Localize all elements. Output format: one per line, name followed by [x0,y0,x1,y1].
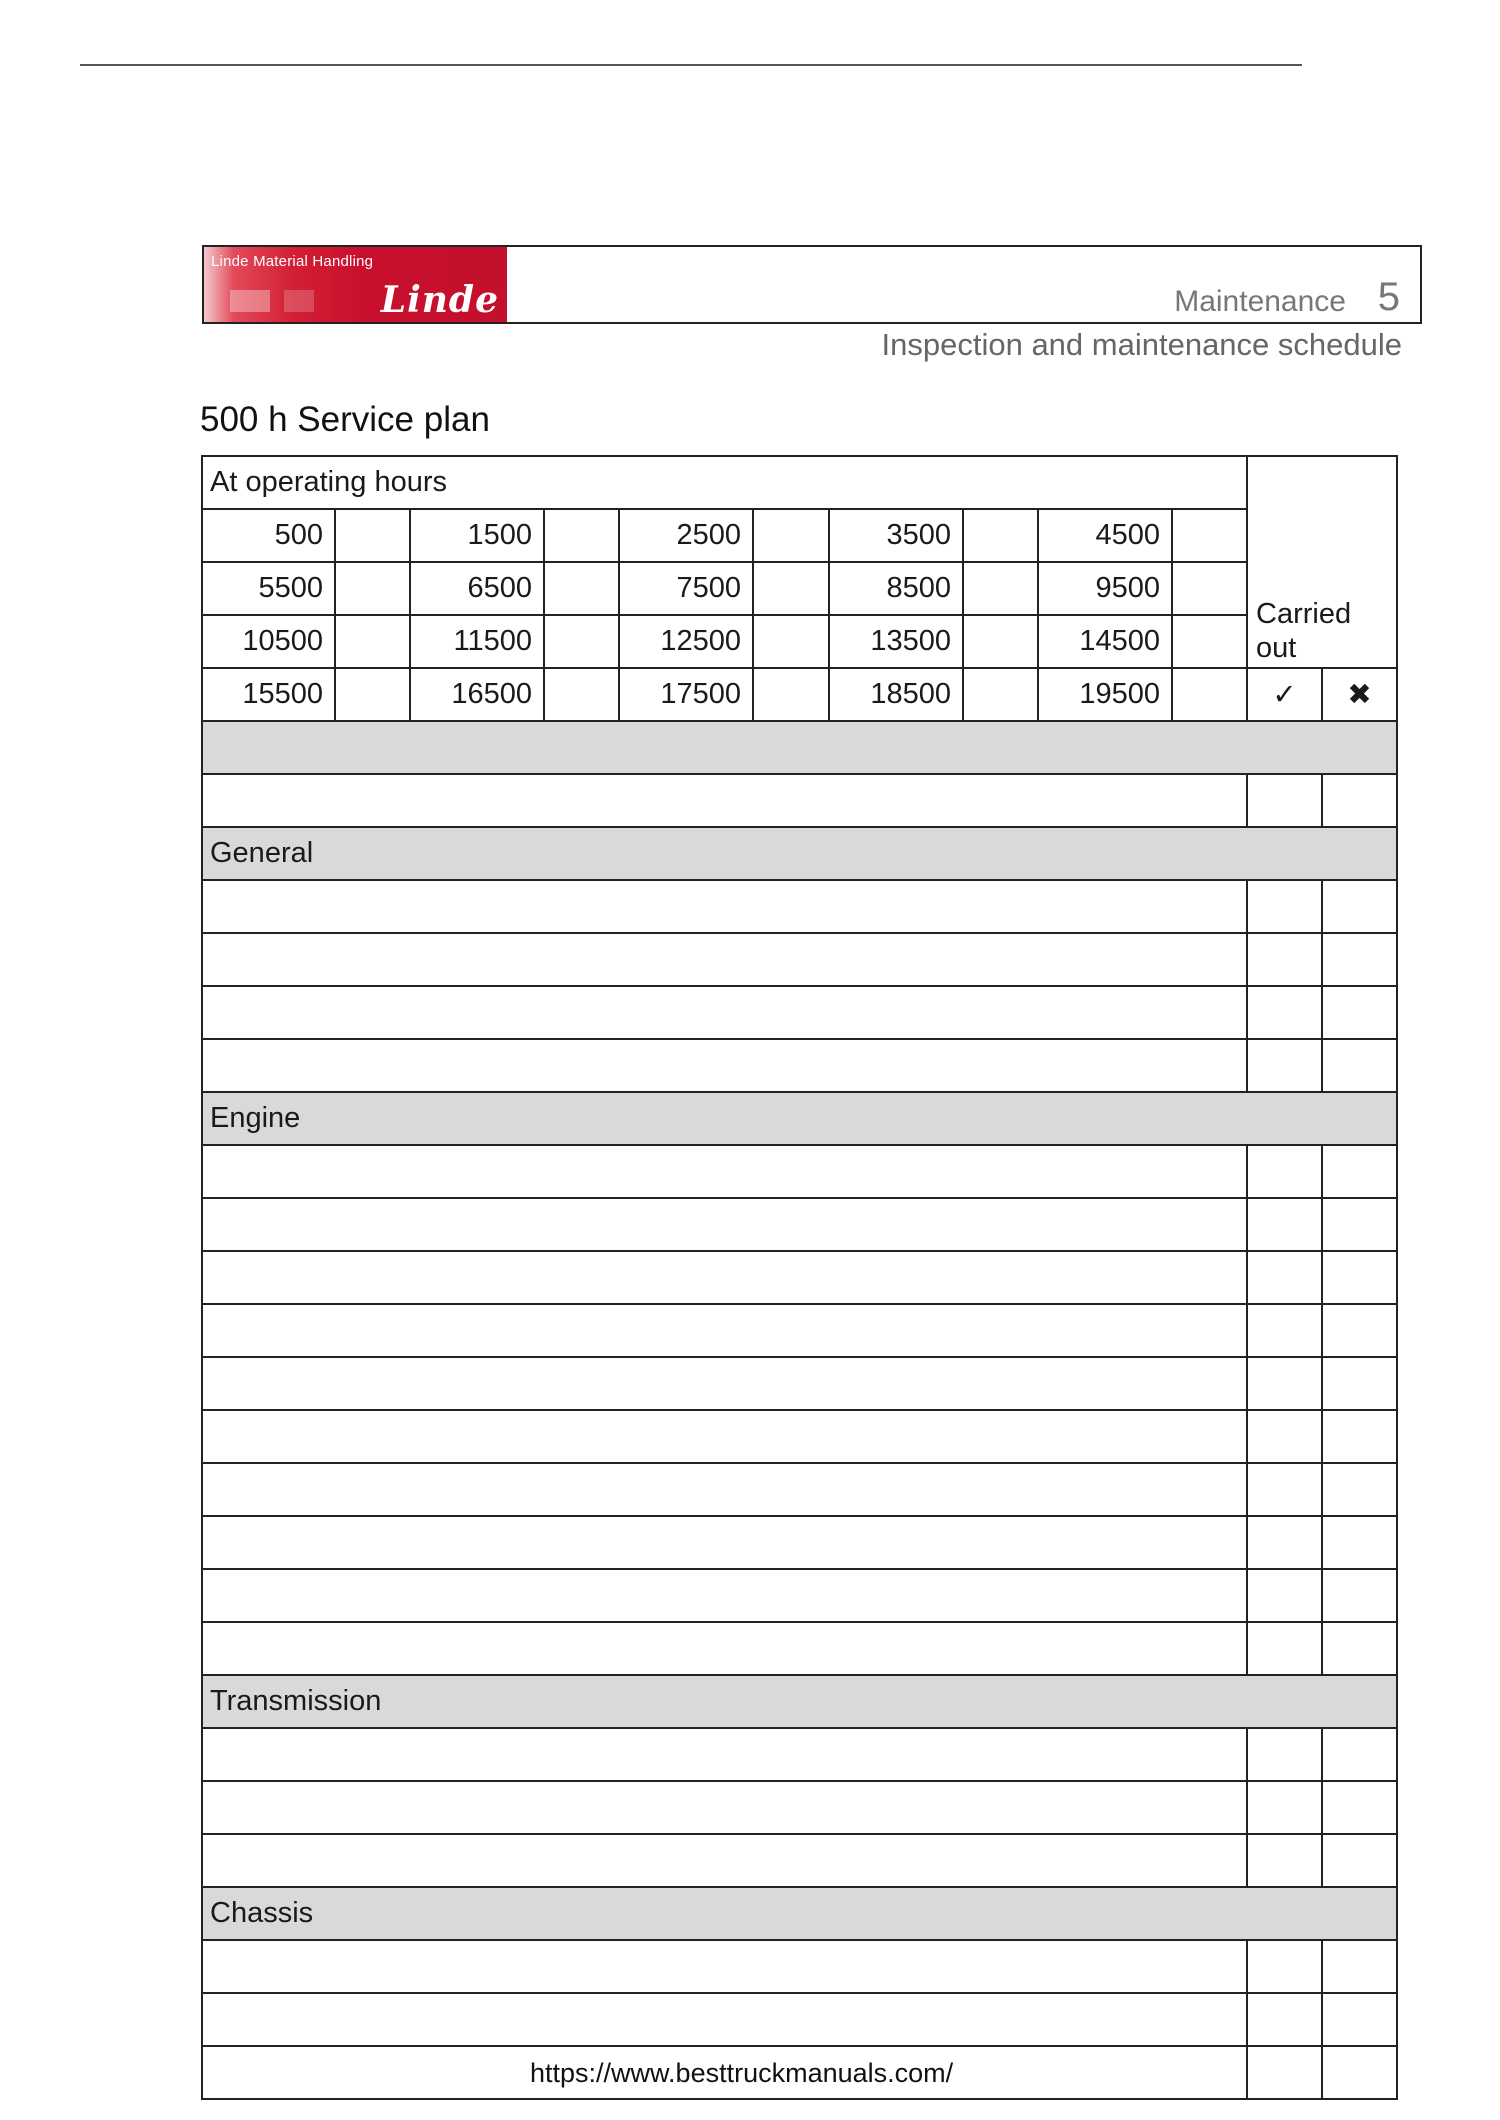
task-description-cell [202,1940,1247,1993]
task-row [202,1781,1397,1834]
not-done-check-cell[interactable] [1322,986,1397,1039]
hours-value: 2500 [619,509,753,562]
not-done-check-cell[interactable] [1322,1728,1397,1781]
done-check-cell[interactable] [1247,1728,1322,1781]
hours-header-row [202,456,1397,509]
done-check-cell[interactable] [1247,1516,1322,1569]
not-done-check-cell[interactable] [1322,1410,1397,1463]
task-row [202,933,1397,986]
task-row [202,774,1397,827]
cross-mark-icon: ✖ [1322,668,1397,721]
done-check-cell[interactable] [1247,1145,1322,1198]
hours-check-box[interactable] [335,562,410,615]
not-done-check-cell[interactable] [1322,774,1397,827]
not-done-check-cell[interactable] [1322,1516,1397,1569]
hours-value: 6500 [410,562,544,615]
task-row [202,1251,1397,1304]
task-description-cell [202,1834,1247,1887]
hours-value: 9500 [1038,562,1172,615]
task-row [202,1304,1397,1357]
hours-value: 13500 [829,615,963,668]
hours-check-box[interactable] [963,615,1038,668]
task-description-cell [202,1251,1247,1304]
hours-value: 18500 [829,668,963,721]
hours-check-box[interactable] [1172,562,1247,615]
task-row [202,1993,1397,2046]
hours-check-box[interactable] [963,562,1038,615]
section-label: General [202,827,1397,880]
section-header-row [202,721,1397,774]
task-description-cell [202,1304,1247,1357]
hours-value: 3500 [829,509,963,562]
section-header-row [202,1675,1397,1728]
not-done-check-cell[interactable] [1322,1940,1397,1993]
done-check-cell[interactable] [1247,1993,1322,2046]
done-check-cell[interactable] [1247,1357,1322,1410]
not-done-check-cell[interactable] [1322,1569,1397,1622]
not-done-check-cell[interactable] [1322,1304,1397,1357]
hours-value: 12500 [619,615,753,668]
task-description-cell [202,1357,1247,1410]
carried-out-header [1247,456,1397,668]
page-header [202,245,1422,324]
task-row [202,1145,1397,1198]
hours-value: 1500 [410,509,544,562]
section-label [202,721,1397,774]
task-row [202,1940,1397,1993]
task-description-cell [202,933,1247,986]
footer-url[interactable]: https://www.besttruckmanuals.com/ [530,2058,954,2088]
done-check-cell[interactable] [1247,1304,1322,1357]
hours-row [202,668,1397,721]
section-header-row [202,1092,1397,1145]
done-check-cell[interactable] [1247,1039,1322,1092]
hours-check-box[interactable] [335,615,410,668]
section-header-row [202,1887,1397,1940]
done-check-cell[interactable] [1247,1622,1322,1675]
hours-check-box[interactable] [963,668,1038,721]
task-row [202,1410,1397,1463]
chapter-number: 5 [1377,275,1400,319]
service-plan-table [201,455,1398,2100]
hours-check-box[interactable] [753,562,829,615]
done-check-cell[interactable] [1247,1410,1322,1463]
top-rule [80,64,1302,66]
task-row [202,1357,1397,1410]
hours-check-box[interactable] [544,509,619,562]
done-check-cell[interactable] [1247,1198,1322,1251]
done-check-cell[interactable] [1247,1569,1322,1622]
not-done-check-cell[interactable] [1322,1781,1397,1834]
logo-wordmark: Linde [380,279,499,321]
not-done-check-cell[interactable] [1322,1039,1397,1092]
check-mark-icon: ✓ [1247,668,1322,721]
not-done-check-cell[interactable] [1322,933,1397,986]
not-done-check-cell[interactable] [1322,1198,1397,1251]
done-check-cell[interactable] [1247,933,1322,986]
section-header-row [202,827,1397,880]
task-row [202,986,1397,1039]
linde-logo [204,247,507,322]
task-row [202,1463,1397,1516]
task-description-cell [202,1410,1247,1463]
task-description-cell [202,1993,1247,2046]
task-description-cell [202,774,1247,827]
hours-value: 5500 [202,562,335,615]
task-description-cell [202,1463,1247,1516]
hours-value: 500 [202,509,335,562]
hours-check-box[interactable] [753,509,829,562]
task-description-cell [202,1622,1247,1675]
done-check-cell[interactable] [1247,986,1322,1039]
section-subtitle: Inspection and maintenance schedule [881,327,1402,362]
task-description-cell [202,1145,1247,1198]
task-description-cell [202,986,1247,1039]
done-check-cell[interactable] [1247,1781,1322,1834]
section-label: Chassis [202,1887,1397,1940]
task-row [202,1728,1397,1781]
not-done-check-cell[interactable] [1322,1463,1397,1516]
hours-row [202,615,1397,668]
done-check-cell[interactable] [1247,1463,1322,1516]
hours-value: 11500 [410,615,544,668]
operating-hours-label: At operating hours [202,456,1247,509]
done-check-cell[interactable] [1247,2046,1322,2099]
not-done-check-cell[interactable] [1322,880,1397,933]
hours-row [202,562,1397,615]
not-done-check-cell[interactable] [1322,1622,1397,1675]
done-check-cell[interactable] [1247,1251,1322,1304]
not-done-check-cell[interactable] [1322,1251,1397,1304]
hours-value: 19500 [1038,668,1172,721]
hours-value: 16500 [410,668,544,721]
hours-check-box[interactable] [544,615,619,668]
done-check-cell[interactable] [1247,880,1322,933]
carried-out-label-line2: out [1256,632,1297,664]
task-description-cell [202,1728,1247,1781]
section-label: Transmission [202,1675,1397,1728]
hours-check-box[interactable] [1172,668,1247,721]
not-done-check-cell[interactable] [1322,2046,1397,2099]
not-done-check-cell[interactable] [1322,1145,1397,1198]
hours-value: 4500 [1038,509,1172,562]
task-row [202,1039,1397,1092]
task-row [202,1834,1397,1887]
hours-check-box[interactable] [753,668,829,721]
hours-value: 17500 [619,668,753,721]
task-row [202,880,1397,933]
hours-value: 15500 [202,668,335,721]
done-check-cell[interactable] [1247,1940,1322,1993]
section-label: Engine [202,1092,1397,1145]
hours-check-box[interactable] [335,509,410,562]
hours-value: 8500 [829,562,963,615]
task-row [202,1516,1397,1569]
hours-check-box[interactable] [1172,509,1247,562]
task-description-cell [202,1198,1247,1251]
logo-fade-mark [284,290,314,312]
not-done-check-cell[interactable] [1322,1357,1397,1410]
hours-row [202,509,1397,562]
hours-check-box[interactable] [753,615,829,668]
task-row [202,1198,1397,1251]
plan-title: 500 h Service plan [200,400,490,439]
hours-check-box[interactable] [1172,615,1247,668]
hours-check-box[interactable] [963,509,1038,562]
hours-check-box[interactable] [544,562,619,615]
done-check-cell[interactable] [1247,1834,1322,1887]
task-description-cell [202,1569,1247,1622]
brand-line: Linde Material Handling [211,253,374,270]
task-description-cell [202,1781,1247,1834]
not-done-check-cell[interactable] [1322,1834,1397,1887]
task-description-cell [202,1516,1247,1569]
task-description-cell [202,880,1247,933]
hours-value: 7500 [619,562,753,615]
carried-out-label: Carried [1256,598,1352,630]
hours-value: 14500 [1038,615,1172,668]
not-done-check-cell[interactable] [1322,1993,1397,2046]
hours-check-box[interactable] [544,668,619,721]
chapter-title: Maintenance [1174,285,1346,318]
task-description-cell [202,1039,1247,1092]
hours-value: 10500 [202,615,335,668]
logo-fade-mark [230,290,270,312]
task-row [202,1622,1397,1675]
hours-check-box[interactable] [335,668,410,721]
task-row [202,1569,1397,1622]
done-check-cell[interactable] [1247,774,1322,827]
